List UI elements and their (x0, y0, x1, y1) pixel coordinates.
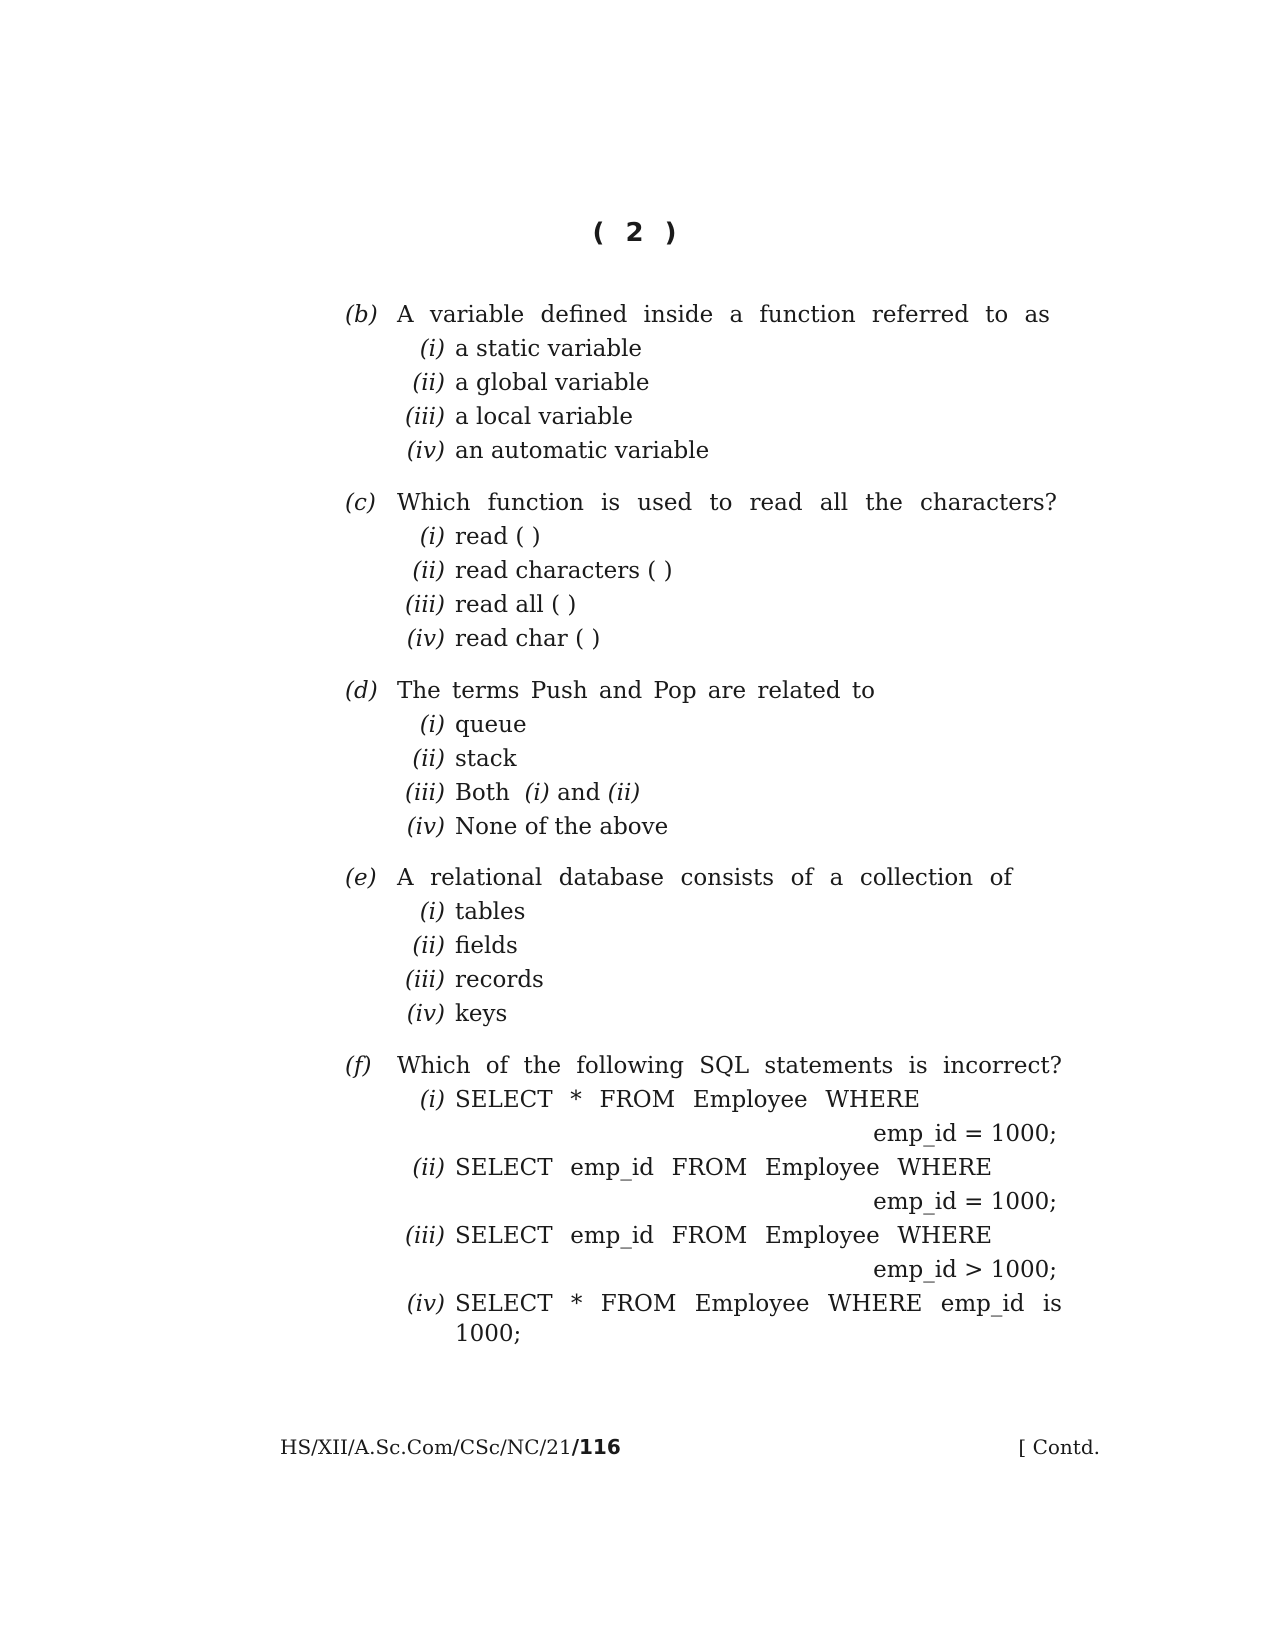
question-label: (c) (345, 490, 376, 516)
question-text: Which function is used to read all the characters? (397, 490, 1057, 516)
option-label: (iv) (406, 814, 445, 840)
option-label: (i) (419, 336, 445, 362)
footer (280, 1432, 1100, 1462)
question-text: A variable defined inside a function referred to as (397, 302, 1050, 328)
question-label: (d) (345, 678, 378, 704)
option-continuation: emp_id > 1000; (873, 1257, 1057, 1283)
option-text: read ( ) (455, 524, 541, 550)
question-b (345, 298, 1050, 468)
option-text: SELECT * FROM Employee WHERE emp_id is (455, 1291, 1062, 1317)
option-text: read characters ( ) (455, 558, 673, 584)
option-label: (i) (419, 899, 445, 925)
paper-code-prefix: HS/XII/A.Sc.Com/CSc/NC/21 (280, 1435, 572, 1459)
option-label: (iii) (404, 967, 445, 993)
question-f (345, 1049, 1062, 1355)
option-text: records (455, 967, 544, 993)
option-text: a local variable (455, 404, 633, 430)
option-label: (iv) (406, 626, 445, 652)
paper-code (280, 1432, 621, 1462)
option-text (455, 776, 1045, 810)
option-text-both: Both (455, 780, 510, 806)
option-ref: (ii) (607, 780, 641, 806)
question-label: (e) (345, 865, 377, 891)
option-continuation: 1000; (455, 1321, 522, 1347)
question-c (345, 486, 1057, 656)
option-label: (i) (419, 1087, 445, 1113)
option-text-and: and (557, 780, 601, 806)
question-d (345, 674, 1045, 844)
option-label: (ii) (412, 558, 445, 584)
option-text: SELECT emp_id FROM Employee WHERE (455, 1223, 992, 1249)
option-text: keys (455, 1001, 508, 1027)
page-number: ( 2 ) (592, 218, 683, 248)
option-text: SELECT emp_id FROM Employee WHERE (455, 1155, 992, 1181)
question-label: (b) (345, 302, 378, 328)
question-label: (f) (345, 1053, 372, 1079)
option-label: (iii) (404, 404, 445, 430)
continued-marker: [ Contd. (1018, 1435, 1100, 1459)
option-continuation: emp_id = 1000; (873, 1121, 1057, 1147)
option-text: an automatic variable (455, 438, 710, 464)
option-label: (i) (419, 524, 445, 550)
option-text: read all ( ) (455, 592, 577, 618)
paper-code-suffix: /116 (571, 1435, 621, 1459)
question-text: A relational database consists of a collection of (397, 865, 1012, 891)
option-text: None of the above (455, 814, 669, 840)
option-continuation: emp_id = 1000; (873, 1189, 1057, 1215)
option-text: stack (455, 746, 517, 772)
option-text: queue (455, 712, 527, 738)
option-text: tables (455, 899, 526, 925)
option-label: (ii) (412, 370, 445, 396)
question-text: The terms Push and Pop are related to (397, 678, 875, 704)
option-label: (iii) (404, 592, 445, 618)
option-label: (i) (419, 712, 445, 738)
question-text: Which of the following SQL statements is incorrect? (397, 1053, 1062, 1079)
option-label: (iv) (406, 1291, 445, 1317)
question-e (345, 861, 1045, 1031)
option-text: SELECT * FROM Employee WHERE (455, 1087, 920, 1113)
option-label: (ii) (412, 1155, 445, 1181)
option-text: fields (455, 933, 518, 959)
option-label: (iii) (404, 780, 445, 806)
option-text: a global variable (455, 370, 650, 396)
option-label: (iii) (404, 1223, 445, 1249)
option-text: read char ( ) (455, 626, 601, 652)
option-label: (iv) (406, 438, 445, 464)
option-label: (iv) (406, 1001, 445, 1027)
option-label: (ii) (412, 933, 445, 959)
option-text: a static variable (455, 336, 643, 362)
option-ref: (i) (524, 780, 550, 806)
option-label: (ii) (412, 746, 445, 772)
